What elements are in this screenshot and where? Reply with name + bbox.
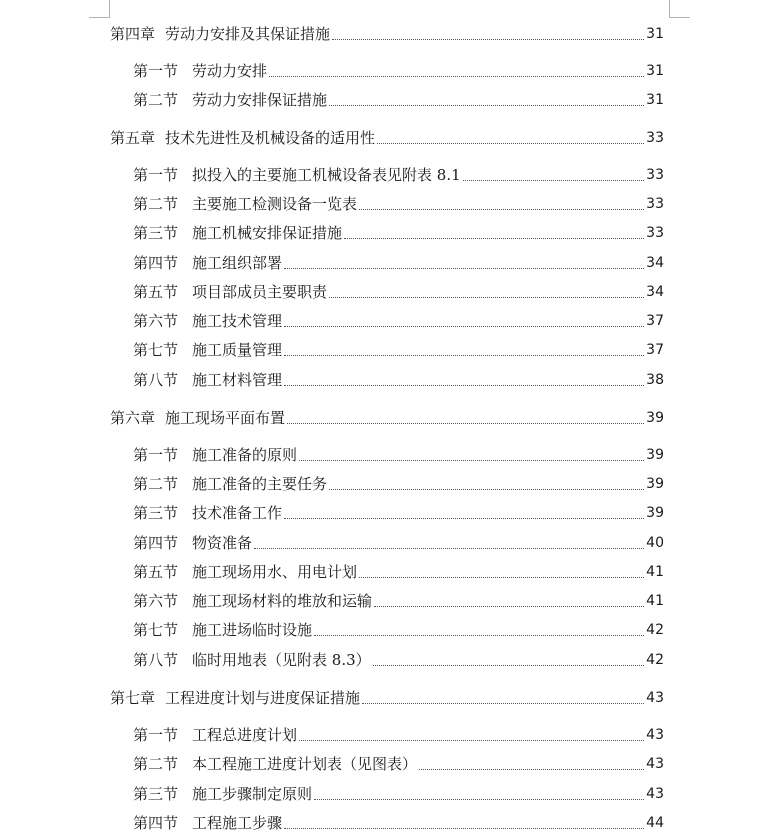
toc-dot-leader [329,297,644,298]
toc-dot-leader [284,326,644,327]
toc-entry-title: 施工材料管理 [192,371,283,389]
toc-dot-leader [284,828,644,829]
toc-entry-number: 第五章 [110,129,156,147]
toc-section-entry[interactable] [133,61,664,81]
page-corner-mark-right [669,0,690,18]
toc-entry-number: 第二节 [133,475,179,493]
toc-page-number: 44 [646,815,664,831]
toc-page-number: 34 [646,284,664,300]
toc-entry-label [133,813,282,833]
toc-entry-number: 第七节 [133,621,179,639]
toc-entry-title: 劳动力安排 [192,62,268,80]
toc-section-entry[interactable] [133,282,664,302]
toc-section-entry[interactable] [133,165,664,185]
toc-page-number: 33 [646,225,664,241]
toc-section-entry[interactable] [133,784,664,804]
toc-page-number: 43 [646,756,664,772]
toc-dot-leader [329,105,644,106]
toc-entry-title: 工程施工步骤 [192,814,283,832]
toc-entry-label [133,311,282,331]
toc-dot-leader [269,76,644,77]
toc-entry-title: 施工进场临时设施 [192,621,313,639]
toc-section-entry[interactable] [133,223,664,243]
toc-entry-number: 第四节 [133,254,179,272]
toc-section-entry[interactable] [133,503,664,523]
toc-dot-leader [299,740,644,741]
toc-entry-label [133,784,312,804]
toc-entry-title: 施工准备的原则 [192,446,298,464]
toc-dot-leader [329,489,644,490]
toc-entry-title: 劳动力安排保证措施 [192,91,328,109]
toc-entry-title: 本工程施工进度计划表（见图表） [192,755,418,773]
toc-entry-number: 第二节 [133,755,179,773]
toc-entry-title: 劳动力安排及其保证措施 [165,25,331,43]
toc-entry-title: 施工步骤制定原则 [192,785,313,803]
toc-page-number: 43 [646,786,664,802]
toc-entry-number: 第一节 [133,166,179,184]
toc-entry-number: 第一节 [133,62,179,80]
toc-section-entry[interactable] [133,620,664,640]
toc-entry-number: 第四节 [133,534,179,552]
toc-dot-leader [254,548,644,549]
toc-page-number: 41 [646,564,664,580]
toc-page-number: 39 [646,505,664,521]
toc-entry-label [133,340,282,360]
toc-entry-number: 第八节 [133,371,179,389]
toc-entry-label [133,650,371,670]
toc-entry-number: 第二节 [133,195,179,213]
toc-entry-title: 施工技术管理 [192,312,283,330]
toc-entry-number: 第三节 [133,504,179,522]
toc-entry-title: 施工质量管理 [192,341,283,359]
toc-dot-leader [419,769,644,770]
toc-entry-number: 第一节 [133,446,179,464]
toc-page-number: 33 [646,167,664,183]
toc-section-entry[interactable] [133,813,664,833]
toc-entry-title: 技术先进性及机械设备的适用性 [165,129,376,147]
toc-section-entry[interactable] [133,474,664,494]
toc-dot-leader [373,665,645,666]
toc-entry-title: 施工现场用水、用电计划 [192,563,358,581]
toc-page-number: 37 [646,342,664,358]
toc-page-number: 37 [646,313,664,329]
toc-entry-label [133,370,282,390]
toc-entry-label [110,24,330,44]
toc-entry-label [133,223,342,243]
toc-page-number: 43 [646,690,664,706]
toc-entry-title: 工程进度计划与进度保证措施 [165,689,361,707]
toc-section-entry[interactable] [133,445,664,465]
toc-page-number: 39 [646,447,664,463]
toc-entry-label [133,591,372,611]
toc-page-number: 39 [646,410,664,426]
toc-entry-number: 第六章 [110,409,156,427]
toc-dot-leader [332,39,644,40]
toc-chapter-entry[interactable] [110,408,664,428]
toc-dot-leader [374,606,644,607]
toc-entry-label [133,474,327,494]
toc-page-number: 42 [646,652,664,668]
toc-entry-title: 项目部成员主要职责 [192,283,328,301]
toc-section-entry[interactable] [133,253,664,273]
toc-entry-number: 第三节 [133,785,179,803]
page-corner-mark-left [89,0,110,18]
toc-page-number: 43 [646,727,664,743]
toc-page-number: 40 [646,535,664,551]
toc-page-number: 42 [646,622,664,638]
toc-section-entry[interactable] [133,650,664,670]
toc-entry-label [110,408,285,428]
toc-entry-number: 第三节 [133,224,179,242]
toc-page-number: 39 [646,476,664,492]
toc-entry-title: 技术准备工作 [192,504,283,522]
toc-entry-label [110,128,375,148]
toc-entry-label [133,253,282,273]
toc-entry-label [133,194,357,214]
toc-dot-leader [377,143,644,144]
toc-page-number: 31 [646,92,664,108]
toc-entry-label [133,725,297,745]
toc-dot-leader [284,268,644,269]
toc-entry-label [133,165,461,185]
toc-entry-number: 第一节 [133,726,179,744]
toc-entry-title: 施工机械安排保证措施 [192,224,343,242]
toc-page-number: 33 [646,196,664,212]
toc-entry-number: 第七章 [110,689,156,707]
toc-chapter-entry[interactable] [110,688,664,708]
toc-page-number: 38 [646,372,664,388]
toc-section-entry[interactable] [133,311,664,331]
toc-entry-label [133,90,327,110]
toc-page-number: 41 [646,593,664,609]
toc-entry-label [133,620,312,640]
toc-entry-label [133,61,267,81]
toc-entry-title: 主要施工检测设备一览表 [192,195,358,213]
toc-entry-number: 第四章 [110,25,156,43]
toc-section-entry[interactable] [133,562,664,582]
toc-chapter-entry[interactable] [110,24,664,44]
toc-entry-title: 物资准备 [192,534,253,552]
toc-entry-title: 施工现场材料的堆放和运输 [192,592,373,610]
toc-entry-number: 第四节 [133,814,179,832]
toc-entry-title: 临时用地表（见附表 8.3） [192,651,371,669]
toc-dot-leader [344,238,644,239]
toc-dot-leader [463,180,645,181]
toc-dot-leader [362,703,644,704]
toc-dot-leader [299,460,644,461]
toc-dot-leader [359,209,644,210]
toc-section-entry[interactable] [133,533,664,553]
toc-entry-title: 工程总进度计划 [192,726,298,744]
toc-entry-number: 第五节 [133,283,179,301]
toc-entry-title: 施工现场平面布置 [165,409,286,427]
toc-section-entry[interactable] [133,194,664,214]
toc-entry-label [133,445,297,465]
toc-dot-leader [284,355,644,356]
toc-dot-leader [284,385,644,386]
toc-entry-number: 第五节 [133,563,179,581]
toc-section-entry[interactable] [133,725,664,745]
toc-section-entry[interactable] [133,591,664,611]
toc-entry-title: 施工准备的主要任务 [192,475,328,493]
toc-entry-number: 第六节 [133,312,179,330]
toc-entry-title: 施工组织部署 [192,254,283,272]
toc-dot-leader [359,577,644,578]
toc-section-entry[interactable] [133,340,664,360]
toc-dot-leader [284,518,644,519]
toc-dot-leader [314,635,644,636]
toc-page-number: 33 [646,130,664,146]
toc-page-number: 34 [646,255,664,271]
toc-dot-leader [287,423,644,424]
toc-entry-number: 第七节 [133,341,179,359]
toc-page-number: 31 [646,26,664,42]
toc-page-number: 31 [646,63,664,79]
toc-section-entry[interactable] [133,370,664,390]
toc-entry-label [110,688,360,708]
toc-entry-label [133,503,282,523]
toc-section-entry[interactable] [133,90,664,110]
toc-chapter-entry[interactable] [110,128,664,148]
toc-entry-title: 拟投入的主要施工机械设备表见附表 8.1 [192,166,461,184]
toc-entry-label [133,754,417,774]
toc-entry-number: 第八节 [133,651,179,669]
toc-entry-label [133,282,327,302]
toc-entry-label [133,562,357,582]
toc-section-entry[interactable] [133,754,664,774]
toc-entry-number: 第六节 [133,592,179,610]
toc-entry-number: 第二节 [133,91,179,109]
toc-dot-leader [314,799,644,800]
toc-entry-label [133,533,252,553]
